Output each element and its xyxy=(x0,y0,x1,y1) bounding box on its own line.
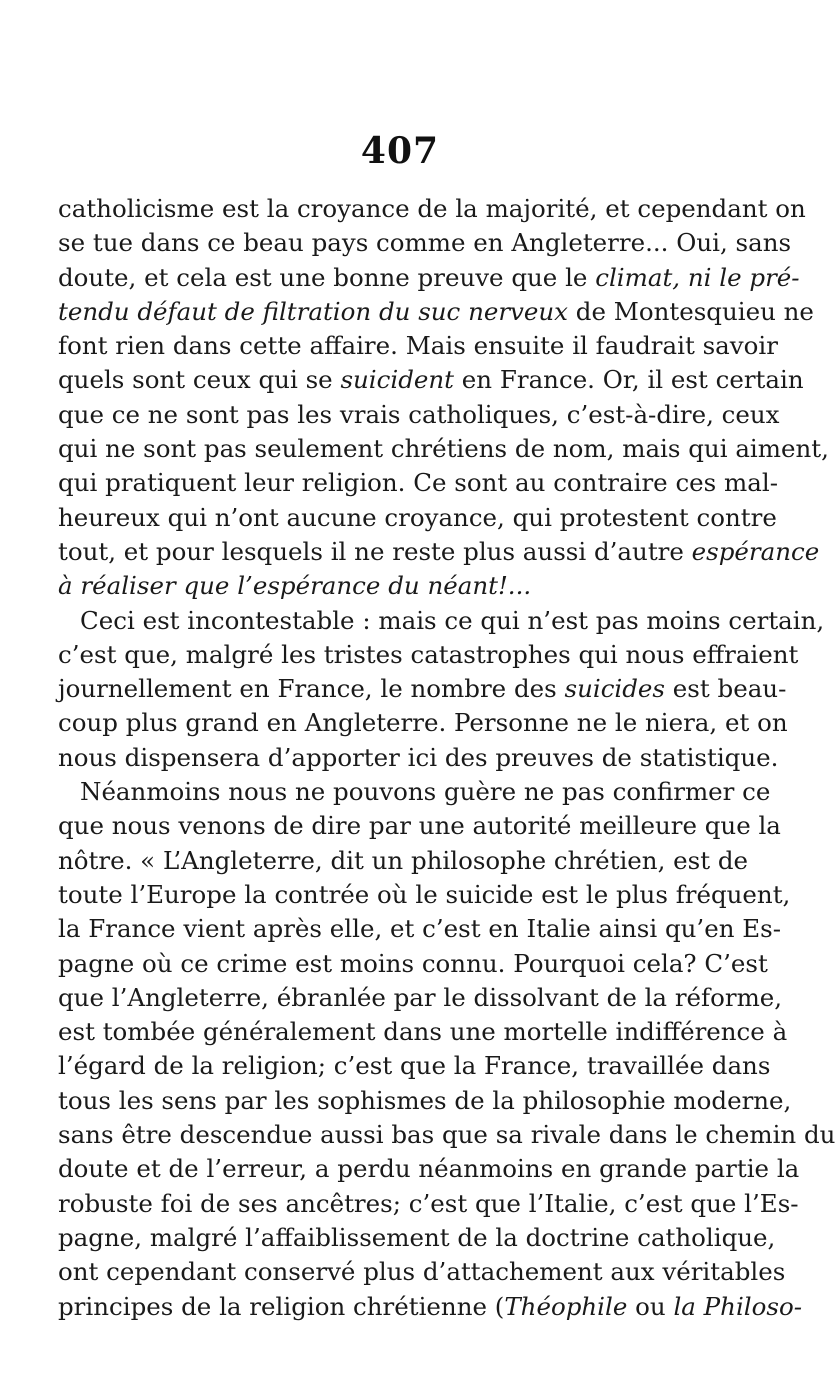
text-line xyxy=(58,844,749,878)
text-segment: toute l’Europe la contrée où le suicide est le plus fréquent, xyxy=(58,879,791,909)
text-segment: en France. Or, il est certain xyxy=(454,365,804,395)
text-line xyxy=(58,1152,800,1186)
text-segment: la France vient après elle, et c’est en Italie ainsi qu’en Es- xyxy=(58,914,782,944)
text-line xyxy=(58,912,782,946)
body-text xyxy=(58,192,835,1324)
text-line xyxy=(58,706,788,740)
italic-text: la Philoso- xyxy=(673,1291,802,1321)
text-segment: doute et de l’erreur, a perdu néanmoins en grande partie la xyxy=(58,1154,800,1184)
text-segment: principes de la religion chrétienne ( xyxy=(58,1291,505,1321)
text-segment: c’est que, malgré les tristes catastrophes qui nous effraient xyxy=(58,639,799,669)
text-line xyxy=(58,398,780,432)
page-number: 407 xyxy=(360,130,440,172)
text-segment: est beau- xyxy=(665,674,787,704)
text-segment: qui ne sont pas seulement chrétiens de nom, mais qui aiment, xyxy=(58,434,829,464)
italic-text: tendu défaut de filtration du suc nerveux xyxy=(58,296,568,326)
italic-text: Théophile xyxy=(504,1291,628,1321)
text-segment: Ceci est incontestable : mais ce qui n’est pas moins certain, xyxy=(80,605,825,635)
text-segment: pagne où ce crime est moins connu. Pourquoi cela? C’est xyxy=(58,948,768,978)
text-segment: est tombée généralement dans une mortelle indifférence à xyxy=(58,1017,788,1047)
text-segment: tout, et pour lesquels il ne reste plus aussi d’autre xyxy=(58,536,692,566)
text-segment: l’égard de la religion; c’est que la France, travaillée dans xyxy=(58,1051,771,1081)
text-segment: qui pratiquent leur religion. Ce sont au contraire ces mal- xyxy=(58,468,778,498)
text-segment: robuste foi de ses ancêtres; c’est que l’Italie, c’est que l’Es- xyxy=(58,1188,799,1218)
text-line xyxy=(58,1015,788,1049)
text-line xyxy=(58,329,778,363)
text-line xyxy=(58,1049,771,1083)
text-segment: que ce ne sont pas les vrais catholiques, c’est-à-dire, ceux xyxy=(58,399,780,429)
text-segment: font rien dans cette affaire. Mais ensuite il faudrait savoir xyxy=(58,331,778,361)
text-segment: se tue dans ce beau pays comme en Angleterre... Oui, sans xyxy=(58,228,792,258)
text-segment: coup plus grand en Angleterre. Personne ne le niera, et on xyxy=(58,708,788,738)
text-segment: ont cependant conservé plus d’attachement aux véritables xyxy=(58,1257,786,1287)
text-line xyxy=(58,981,783,1015)
text-segment: pagne, malgré l’affaiblissement de la doctrine catholique, xyxy=(58,1222,776,1252)
text-line xyxy=(58,535,820,569)
text-line xyxy=(58,878,791,912)
text-segment: doute, et cela est une bonne preuve que le xyxy=(58,262,596,292)
text-line xyxy=(58,741,779,775)
text-segment: sans être descendue aussi bas que sa rivale dans le chemin du xyxy=(58,1120,835,1150)
text-line xyxy=(58,604,825,638)
text-line xyxy=(58,432,829,466)
italic-text: suicident xyxy=(340,365,455,395)
text-segment: nôtre. « L’Angleterre, dit un philosophe chrétien, est de xyxy=(58,845,749,875)
text-line xyxy=(58,569,728,603)
text-segment: quels sont ceux qui se xyxy=(58,365,341,395)
text-segment: ou xyxy=(627,1291,674,1321)
text-segment: catholicisme est la croyance de la majorité, et cependant on xyxy=(58,194,806,223)
text-line xyxy=(58,1290,802,1324)
text-line xyxy=(58,501,777,535)
text-line xyxy=(58,1118,835,1152)
italic-text: espérance xyxy=(691,536,820,566)
text-line xyxy=(58,295,814,329)
text-line xyxy=(58,775,771,809)
text-segment: heureux qui n’ont aucune croyance, qui protestent contre xyxy=(58,502,777,532)
text-segment: nous dispensera d’apporter ici des preuves de statistique. xyxy=(58,742,779,772)
text-segment: que l’Angleterre, ébranlée par le dissolvant de la réforme, xyxy=(58,982,783,1012)
text-line xyxy=(58,363,804,397)
text-segment: de Montesquieu ne xyxy=(568,296,814,326)
text-line xyxy=(58,638,799,672)
text-line xyxy=(58,261,800,295)
text-segment: que nous venons de dire par une autorité meilleure que la xyxy=(58,811,781,841)
text-line xyxy=(58,1255,786,1289)
text-line xyxy=(58,1084,792,1118)
text-segment: journellement en France, le nombre des xyxy=(58,674,565,704)
italic-text: à réaliser que l’espérance du néant!... xyxy=(58,571,532,601)
text-line xyxy=(58,1187,799,1221)
italic-text: suicides xyxy=(564,674,666,704)
text-line xyxy=(58,809,781,843)
text-line xyxy=(58,1221,776,1255)
text-line xyxy=(58,947,768,981)
text-line xyxy=(58,466,778,500)
italic-text: climat, ni le pré- xyxy=(595,262,800,292)
text-line xyxy=(58,192,806,226)
text-segment: Néanmoins nous ne pouvons guère ne pas confirmer ce xyxy=(80,777,771,807)
text-line xyxy=(58,672,787,706)
text-segment: tous les sens par les sophismes de la philosophie moderne, xyxy=(58,1085,792,1115)
text-line xyxy=(58,226,792,260)
